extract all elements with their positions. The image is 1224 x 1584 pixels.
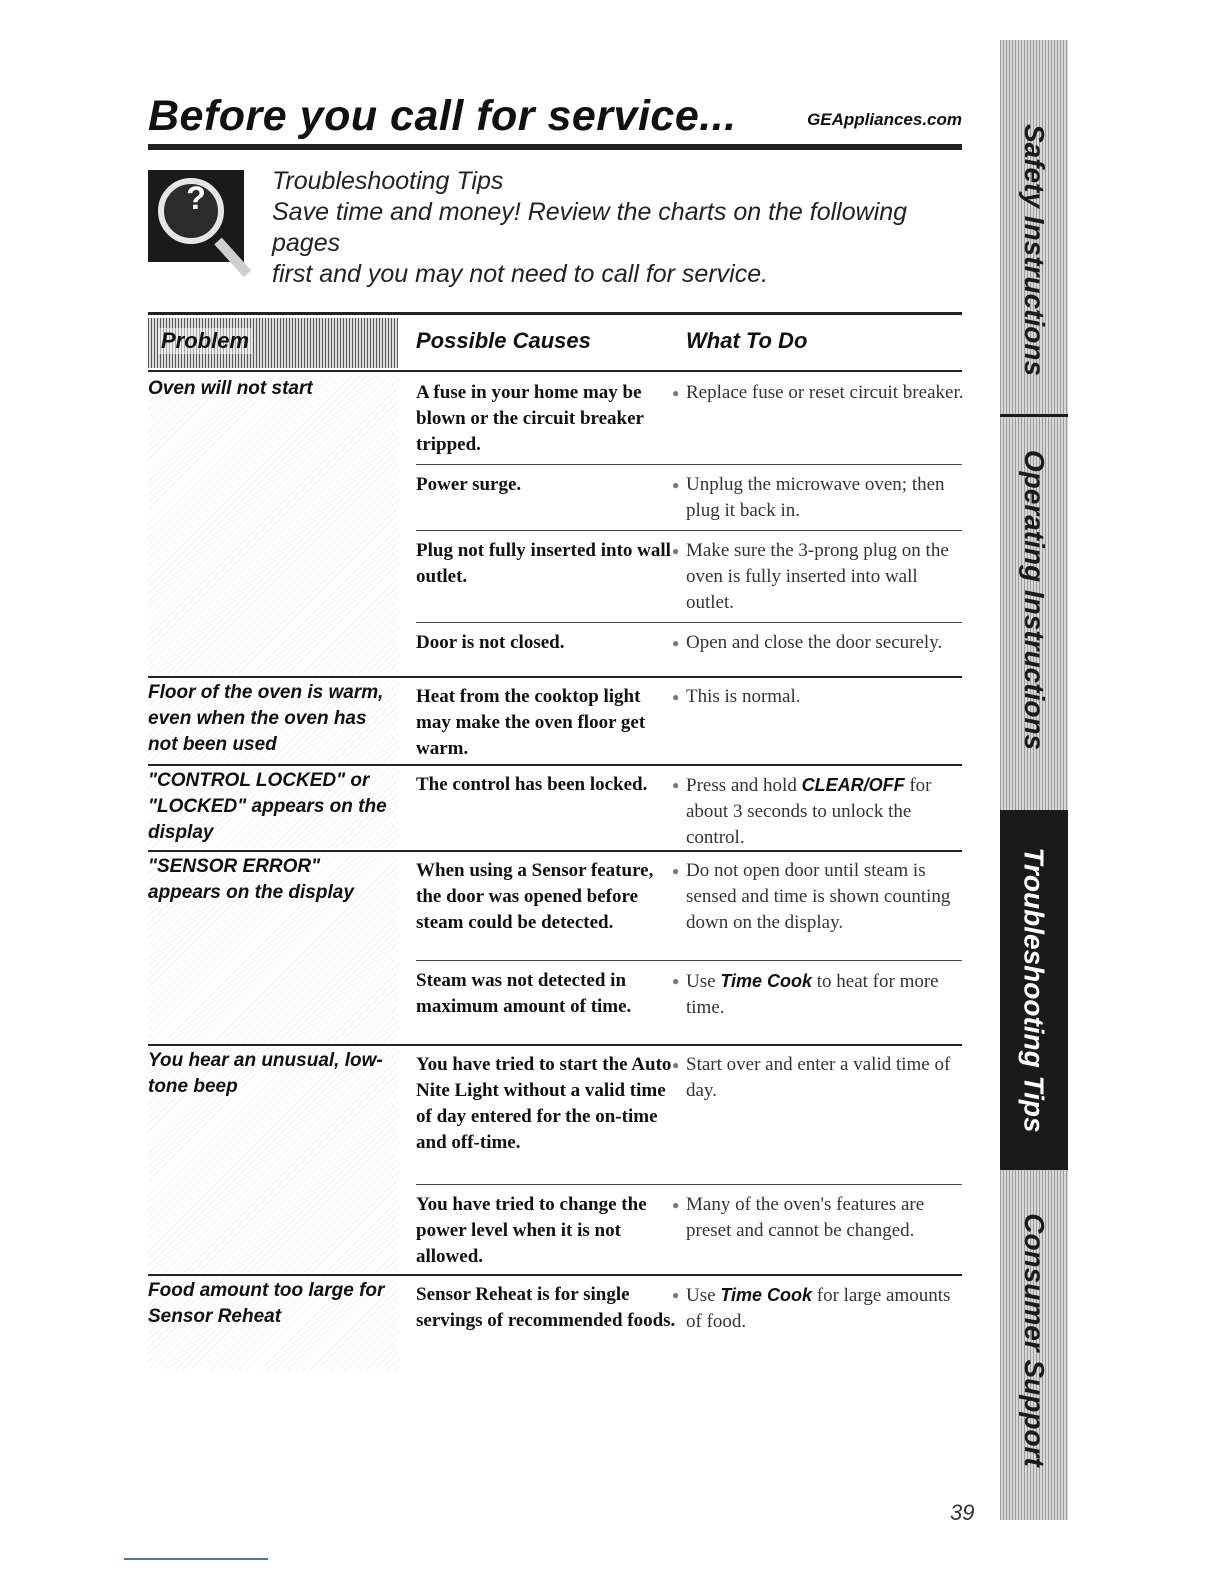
cause-text: Steam was not detected in maximum amount of time. <box>416 970 632 1017</box>
tab-operating-instructions[interactable] <box>1000 420 1068 780</box>
todo-prefix: Use <box>686 1285 721 1306</box>
todo-text <box>672 1052 966 1104</box>
question-mark-glyph: ? <box>186 180 206 216</box>
troubleshooting-intro <box>272 166 972 290</box>
column-header-todo: What To Do <box>686 328 808 353</box>
row-rule <box>416 530 962 531</box>
table-row <box>416 1274 962 1374</box>
table-row <box>416 764 962 850</box>
tab-consumer-support[interactable] <box>1000 1200 1068 1480</box>
header-rule <box>148 144 962 150</box>
cause-text: Sensor Reheat is for single servings of recommended foods. <box>416 1284 676 1331</box>
tab-divider <box>1000 414 1068 417</box>
todo-suffix: to heat for more time. <box>686 971 939 1018</box>
table-row <box>416 372 962 462</box>
bullet-icon: ● <box>672 864 680 878</box>
page-number: 39 <box>950 1500 975 1525</box>
page-header <box>148 92 962 150</box>
cause-text: A fuse in your home may be blown or the circuit breaker tripped. <box>416 382 644 455</box>
bullet-icon: ● <box>672 478 680 492</box>
table-group-low-tone-beep <box>148 1044 962 1274</box>
todo-label: Do not open door until steam is sensed and time is shown counting down on the display. <box>686 860 951 933</box>
todo-label: Make sure the 3-prong plug on the oven is fully inserted into wall outlet. <box>686 540 949 613</box>
bullet-icon: ● <box>672 386 680 400</box>
bullet-icon: ● <box>672 974 680 988</box>
column-header-causes: Possible Causes <box>416 328 591 353</box>
row-rule <box>416 464 962 465</box>
table-group-floor-warm <box>148 676 962 764</box>
table-row <box>416 850 962 960</box>
keyword-clear-off: CLEAR/OFF <box>801 775 905 795</box>
tab-label: Operating Instructions <box>1019 449 1050 751</box>
todo-prefix: Press and hold <box>686 775 802 796</box>
problem-label: Food amount too large for Sensor Reheat <box>148 1280 385 1327</box>
cause-text: Heat from the cooktop light may make the oven floor get warm. <box>416 686 646 759</box>
tab-label: Safety Instructions <box>1019 123 1050 377</box>
bullet-icon: ● <box>672 778 680 792</box>
problem-label: "CONTROL LOCKED" or "LOCKED" appears on the display <box>148 770 387 843</box>
todo-text <box>672 538 966 616</box>
table-row <box>416 676 962 764</box>
table-top-rule <box>148 312 962 315</box>
bullet-icon: ● <box>672 1058 680 1072</box>
todo-text <box>672 630 966 656</box>
row-rule <box>416 1184 962 1185</box>
table-row <box>416 530 962 620</box>
todo-label: This is normal. <box>686 686 801 707</box>
tips-line-1: Save time and money! Review the charts on the following pages <box>272 198 908 257</box>
table-row <box>416 622 962 676</box>
bullet-icon: ● <box>672 636 680 650</box>
table-group-food-too-large <box>148 1274 962 1374</box>
todo-suffix: for about 3 seconds to unlock the control. <box>686 775 932 848</box>
tab-safety-instructions[interactable] <box>1000 90 1068 410</box>
todo-label: Replace fuse or reset circuit breaker. <box>686 382 964 403</box>
footer-line <box>124 1558 268 1560</box>
cause-text: Plug not fully inserted into wall outlet. <box>416 540 671 587</box>
problem-label: Floor of the oven is warm, even when the oven has not been used <box>148 682 384 755</box>
todo-text <box>672 968 966 1021</box>
problem-label: "SENSOR ERROR" appears on the display <box>148 856 354 903</box>
table-row <box>416 464 962 528</box>
cause-text: You have tried to change the power level when it is not allowed. <box>416 1194 647 1267</box>
todo-label: Open and close the door securely. <box>686 632 943 653</box>
table-row <box>416 960 962 1044</box>
page-title: Before you call for service... <box>148 92 737 140</box>
table-group-sensor-error <box>148 850 962 1044</box>
todo-text <box>672 858 966 936</box>
tab-label: Troubleshooting Tips <box>1019 847 1050 1133</box>
cause-text: You have tried to start the Auto Nite Light without a valid time of day entered for the on-time and off-time. <box>416 1054 672 1153</box>
cause-text: When using a Sensor feature, the door was opened before steam could be detected. <box>416 860 654 933</box>
column-header-problem-label: Problem <box>158 328 252 354</box>
section-tabs-sidebar <box>1000 40 1068 1520</box>
row-rule <box>416 622 962 623</box>
tips-heading: Troubleshooting Tips <box>272 167 504 195</box>
todo-text <box>672 380 966 406</box>
keyword-time-cook: Time Cook <box>720 1285 812 1305</box>
tab-troubleshooting-tips[interactable] <box>1000 810 1068 1170</box>
bullet-icon: ● <box>672 544 680 558</box>
cause-text: The control has been locked. <box>416 774 648 795</box>
website-link: GEAppliances.com <box>807 110 962 129</box>
cause-text: Power surge. <box>416 474 522 495</box>
todo-label: Many of the oven's features are preset and cannot be changed. <box>686 1194 925 1241</box>
todo-text <box>672 1192 966 1244</box>
table-group-control-locked <box>148 764 962 850</box>
todo-label: Start over and enter a valid time of day. <box>686 1054 951 1101</box>
todo-text <box>672 472 966 524</box>
table-row <box>416 1044 962 1184</box>
bullet-icon: ● <box>672 1288 680 1302</box>
tips-line-2: first and you may not need to call for service. <box>272 260 769 288</box>
cause-text: Door is not closed. <box>416 632 565 653</box>
todo-text <box>672 684 966 710</box>
keyword-time-cook: Time Cook <box>720 971 812 991</box>
bullet-icon: ● <box>672 690 680 704</box>
row-rule <box>416 960 962 961</box>
todo-text <box>672 1282 966 1335</box>
problem-label: You hear an unusual, low-tone beep <box>148 1050 383 1097</box>
todo-suffix: for large amounts of food. <box>686 1285 951 1332</box>
tab-label: Consumer Support <box>1019 1213 1050 1467</box>
bullet-icon: ● <box>672 1198 680 1212</box>
todo-prefix: Use <box>686 971 721 992</box>
column-header-problem <box>148 318 398 368</box>
table-group-oven-will-not-start <box>148 372 962 676</box>
question-magnifier-icon <box>148 170 244 262</box>
magnifier-handle <box>214 238 251 277</box>
todo-text <box>672 772 966 851</box>
table-row <box>416 1184 962 1274</box>
problem-label: Oven will not start <box>148 378 313 399</box>
todo-label: Unplug the microwave oven; then plug it back in. <box>686 474 945 521</box>
problem-shading <box>148 376 398 674</box>
